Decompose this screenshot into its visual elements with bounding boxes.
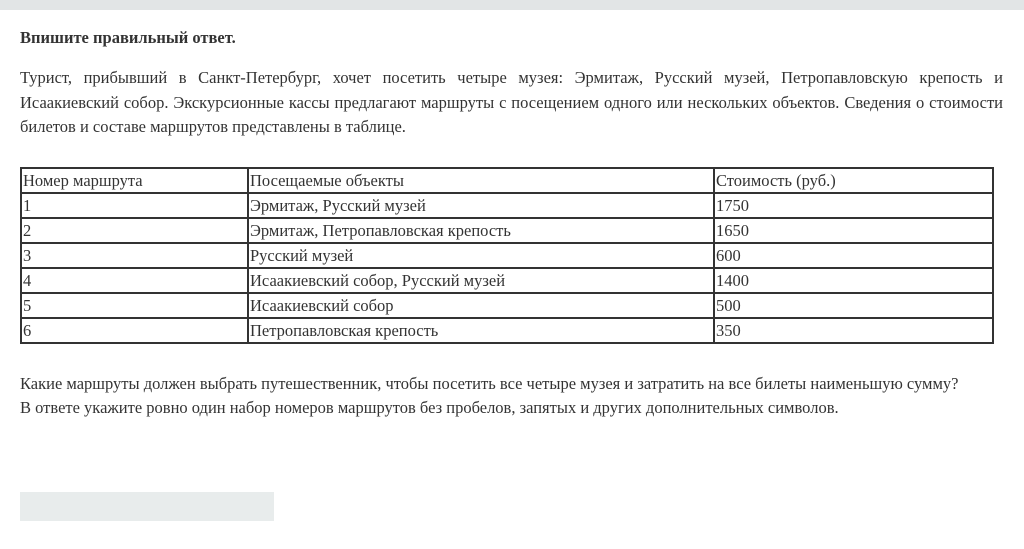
route-cost: 500 [714,293,993,318]
table-row [21,193,993,218]
route-number: 4 [21,268,248,293]
table-row [21,218,993,243]
route-objects: Исаакиевский собор [248,293,714,318]
route-number: 2 [21,218,248,243]
question-text: Какие маршруты должен выбрать путешественник, чтобы посетить все четыре музея и затратить на все билеты наименьшую сумму? [20,373,959,393]
route-number: 3 [21,243,248,268]
header-objects: Посещаемые объекты [248,168,714,193]
route-number: 5 [21,293,248,318]
header-route-number: Номер маршрута [21,168,248,193]
route-cost: 600 [714,243,993,268]
route-objects: Русский музей [248,243,714,268]
table-row [21,243,993,268]
route-cost: 1400 [714,268,993,293]
route-number: 6 [21,318,248,343]
route-cost: 1750 [714,193,993,218]
answer-note: В ответе укажите ровно один набор номеров маршрутов без пробелов, запятых и других дополнительных символов. [20,398,839,417]
table-row [21,268,993,293]
table-row [21,318,993,343]
routes-table [20,167,994,344]
task-content [20,26,1003,421]
answer-input[interactable] [20,492,274,521]
task-intro: Турист, прибывший в Санкт-Петербург, хочет посетить четыре музея: Эрмитаж, Русский музей, Петропавловскую крепость и Исаакиевский собор. Экскурсионные кассы предлагают маршруты с посещением одного или нескольких объектов. Сведения о стоимости билетов и составе маршрутов представлены в таблице. [20,68,1003,136]
instruction-title: Впишите правильный ответ. [20,28,236,47]
route-cost: 350 [714,318,993,343]
table-header-row [21,168,993,193]
route-objects: Исаакиевский собор, Русский музей [248,268,714,293]
route-objects: Эрмитаж, Петропавловская крепость [248,218,714,243]
route-objects: Эрмитаж, Русский музей [248,193,714,218]
route-cost: 1650 [714,218,993,243]
top-bar [0,0,1024,10]
route-objects: Петропавловская крепость [248,318,714,343]
header-cost: Стоимость (руб.) [714,168,993,193]
route-number: 1 [21,193,248,218]
table-row [21,293,993,318]
